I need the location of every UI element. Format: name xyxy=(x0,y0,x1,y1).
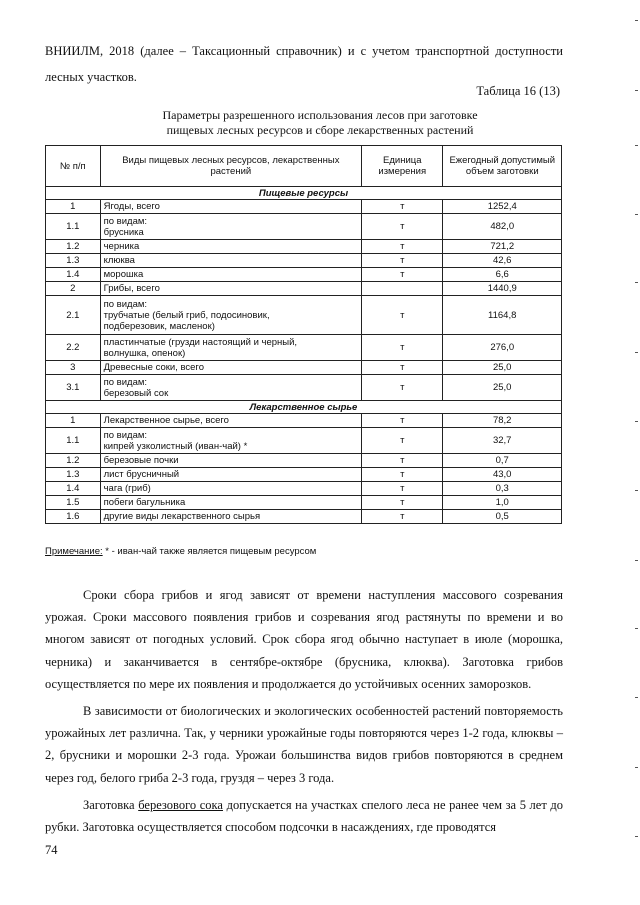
cell-name-line: трубчатые (белый гриб, подосиновик, xyxy=(103,309,270,321)
table-row xyxy=(46,375,562,401)
cell-unit: т xyxy=(362,414,443,428)
cell-unit: т xyxy=(362,335,443,361)
cell-unit: т xyxy=(362,361,443,375)
header-num: № п/п xyxy=(46,146,101,187)
cell-name-line: по видам: xyxy=(103,376,148,388)
table-header-row xyxy=(46,146,562,187)
cell-num: 1 xyxy=(46,414,101,428)
cell-unit: т xyxy=(362,454,443,468)
table-title-line-2: пищевых лесных ресурсов и сборе лекарственных растений xyxy=(166,123,474,137)
cell-num: 1.1 xyxy=(46,214,101,240)
cell-name: лист брусничный xyxy=(100,468,361,482)
edge-mark xyxy=(635,697,638,698)
cell-unit: т xyxy=(362,496,443,510)
cell-name: клюква xyxy=(100,254,361,268)
cell-volume: 0,7 xyxy=(443,454,562,468)
cell-num: 1.4 xyxy=(46,268,101,282)
cell-name-line: кипрей узколистный (иван-чай) * xyxy=(103,440,248,452)
edge-mark xyxy=(635,767,638,768)
table-row xyxy=(46,240,562,254)
cell-unit: т xyxy=(362,254,443,268)
section-medicinal: Лекарственное сырье xyxy=(46,401,562,414)
cell-unit xyxy=(362,282,443,296)
cell-name-line: березовый сок xyxy=(103,387,169,399)
cell-name-line: волнушка, опенок) xyxy=(103,347,186,359)
cell-name: Древесные соки, всего xyxy=(100,361,361,375)
cell-num: 2 xyxy=(46,282,101,296)
cell-name xyxy=(100,214,361,240)
cell-num: 1.1 xyxy=(46,428,101,454)
table-row xyxy=(46,414,562,428)
cell-num: 3.1 xyxy=(46,375,101,401)
cell-volume: 1164,8 xyxy=(443,296,562,335)
cell-num: 1.2 xyxy=(46,454,101,468)
section-row xyxy=(46,401,562,414)
scan-edge-marks xyxy=(626,0,640,905)
cell-name xyxy=(100,375,361,401)
edge-mark xyxy=(635,20,638,21)
cell-num: 1.4 xyxy=(46,482,101,496)
cell-name-line: по видам: xyxy=(103,429,148,441)
cell-num: 1.5 xyxy=(46,496,101,510)
edge-mark xyxy=(635,145,638,146)
cell-num: 1.3 xyxy=(46,468,101,482)
cell-unit: т xyxy=(362,240,443,254)
paragraph-3 xyxy=(45,794,563,838)
cell-name: Лекарственное сырье, всего xyxy=(100,414,361,428)
cell-volume: 25,0 xyxy=(443,375,562,401)
paragraph-3-start: Заготовка xyxy=(83,797,139,812)
table-row xyxy=(46,482,562,496)
edge-mark xyxy=(635,90,638,91)
edge-mark xyxy=(635,421,638,422)
table-number: Таблица 16 (13) xyxy=(476,84,560,98)
cell-volume: 32,7 xyxy=(443,428,562,454)
cell-unit: т xyxy=(362,200,443,214)
cell-name: Ягоды, всего xyxy=(100,200,361,214)
cell-volume: 25,0 xyxy=(443,361,562,375)
edge-mark xyxy=(635,352,638,353)
cell-name: побеги багульника xyxy=(100,496,361,510)
header-name: Виды пищевых лесных ресурсов, лекарственных растений xyxy=(100,146,361,187)
paragraph-2: В зависимости от биологических и экологических особенностей растений повторяемость урожайных лет различна. Так, у черники урожайные годы повторяются через 1-2 года, клюквы – 2, брусники и морошки 2-3 года. Урожаи большинства видов грибов повторяются в среднем через год, белого гриба 2-3 года, груздя – через 3 года. xyxy=(45,704,563,785)
cell-name: черника xyxy=(100,240,361,254)
cell-volume: 0,5 xyxy=(443,510,562,524)
note-label: Примечание: xyxy=(45,546,103,557)
section-food: Пищевые ресурсы xyxy=(46,187,562,200)
cell-name xyxy=(100,335,361,361)
note-text: * - иван-чай также является пищевым ресурсом xyxy=(102,546,317,557)
page-number: 74 xyxy=(45,843,58,857)
cell-unit: т xyxy=(362,268,443,282)
table-row xyxy=(46,214,562,240)
cell-volume: 482,0 xyxy=(443,214,562,240)
cell-num: 2.2 xyxy=(46,335,101,361)
cell-num: 1.6 xyxy=(46,510,101,524)
cell-volume: 0,3 xyxy=(443,482,562,496)
birch-sap-term: березового сока xyxy=(138,797,223,812)
cell-volume: 78,2 xyxy=(443,414,562,428)
cell-volume: 1440,9 xyxy=(443,282,562,296)
paragraph-3-end: допускается на участках спелого леса не ранее чем за 5 лет до рубки. Заготовка осуществляется способом подсочки в насаждениях, где проводятся xyxy=(45,797,564,835)
cell-num: 1 xyxy=(46,200,101,214)
cell-volume: 276,0 xyxy=(443,335,562,361)
section-row xyxy=(46,187,562,200)
edge-mark xyxy=(635,490,638,491)
edge-mark xyxy=(635,628,638,629)
table-row xyxy=(46,296,562,335)
cell-volume: 1252,4 xyxy=(443,200,562,214)
cell-name: чага (гриб) xyxy=(100,482,361,496)
cell-name-line: по видам: xyxy=(103,215,148,227)
cell-unit: т xyxy=(362,375,443,401)
cell-volume: 1,0 xyxy=(443,496,562,510)
paragraph-1: Сроки сбора грибов и ягод зависят от времени наступления массового созревания урожая. Сроки массового появления грибов и созревания ягод растянуты по времени и во многом зависят от погодных условий. Срок сбора ягод обычно наступает в июле (морошка, черника) и заканчивается в сентябре-октябре (брусника, клюква). Заготовка грибов осуществляется по мере их появления и продолжается до устойчивых осенних заморозков. xyxy=(45,588,563,691)
cell-num: 1.3 xyxy=(46,254,101,268)
table-row xyxy=(46,254,562,268)
table-note xyxy=(45,546,316,557)
cell-name-line: по видам: xyxy=(103,298,148,310)
cell-unit: т xyxy=(362,296,443,335)
cell-volume: 721,2 xyxy=(443,240,562,254)
edge-mark xyxy=(635,836,638,837)
table-row xyxy=(46,496,562,510)
cell-unit: т xyxy=(362,482,443,496)
cell-name: Грибы, всего xyxy=(100,282,361,296)
table-row xyxy=(46,282,562,296)
cell-volume: 43,0 xyxy=(443,468,562,482)
table-row xyxy=(46,335,562,361)
cell-volume: 6,6 xyxy=(443,268,562,282)
edge-mark xyxy=(635,282,638,283)
table-row xyxy=(46,268,562,282)
cell-name xyxy=(100,428,361,454)
body-text xyxy=(45,584,563,843)
cell-volume: 42,6 xyxy=(443,254,562,268)
cell-name: другие виды лекарственного сырья xyxy=(100,510,361,524)
cell-num: 2.1 xyxy=(46,296,101,335)
edge-mark xyxy=(635,214,638,215)
cell-name: березовые почки xyxy=(100,454,361,468)
resources-table xyxy=(45,145,562,524)
header-volume: Ежегодный допустимый объем заготовки xyxy=(443,146,562,187)
intro-paragraph: ВНИИЛМ, 2018 (далее – Таксационный справочник) и с учетом транспортной доступности лесных участков. xyxy=(45,44,563,84)
cell-num: 3 xyxy=(46,361,101,375)
cell-name-line: брусника xyxy=(103,226,144,238)
cell-num: 1.2 xyxy=(46,240,101,254)
table-row xyxy=(46,428,562,454)
table-title xyxy=(100,108,540,138)
cell-name xyxy=(100,296,361,335)
table-row xyxy=(46,200,562,214)
table-row xyxy=(46,468,562,482)
edge-mark xyxy=(635,560,638,561)
cell-name: морошка xyxy=(100,268,361,282)
table-row xyxy=(46,361,562,375)
cell-name-line: пластинчатые (грузди настоящий и черный, xyxy=(103,336,298,348)
cell-unit: т xyxy=(362,510,443,524)
table-title-line-1: Параметры разрешенного использования лесов при заготовке xyxy=(162,108,478,122)
header-unit: Единица измерения xyxy=(362,146,443,187)
table-row xyxy=(46,454,562,468)
cell-unit: т xyxy=(362,428,443,454)
cell-unit: т xyxy=(362,214,443,240)
cell-name-line: подберезовик, масленок) xyxy=(103,320,215,332)
cell-unit: т xyxy=(362,468,443,482)
table-row xyxy=(46,510,562,524)
